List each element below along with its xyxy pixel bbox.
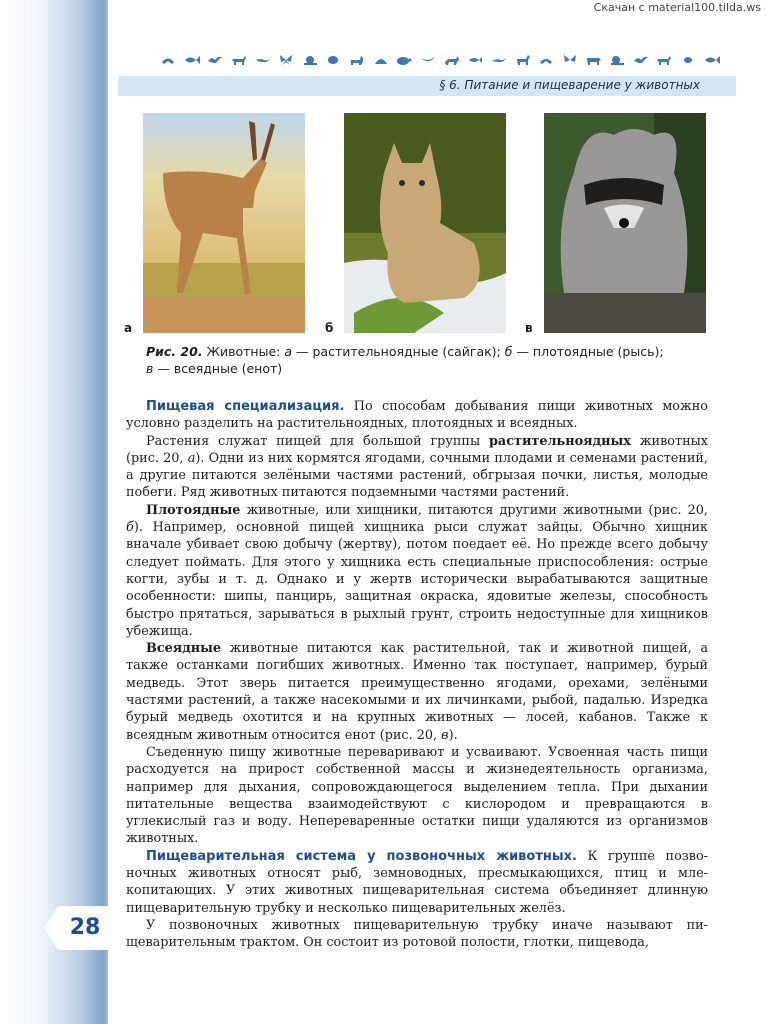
paragraph: [126, 848, 708, 917]
bug-icon: [680, 54, 696, 66]
saiga-photo: [143, 113, 305, 333]
bird-icon: [420, 54, 436, 66]
caption-ref-b: б: [504, 344, 513, 359]
figure-ref: в: [441, 727, 449, 743]
paragraph: [126, 640, 708, 744]
paragraph: [126, 433, 708, 502]
caption-ref-c: в: [146, 361, 154, 376]
paragraph-text: животные питаются как растительной, так и животной пищей, а также останками погибших животных. Именно так поступает, например, бурый медведь. Этот зверь питается преимущественно ягодами, орехами, зелёными частями растений, а также насекомыми и их личинками, рыбой, падалью. Изредка бурый медведь охотится и на крупных животных — лосей, кабанов. Также к всеядным животным относится енот (рис. 20,: [126, 641, 708, 743]
bug-icon: [325, 54, 341, 66]
figure-caption: [146, 343, 706, 377]
paragraph-text: Съеденную пищу животные переваривают и усваивают. Усвоенная часть пищи расходуется на прирост собственной массы и жизнедеятельность организма, например для дыхания, сопровождающегося выделением тепла. При дыхании питательные вещества взаимодействуют с кислородом и превращаются в углекислый газ и воду. Непереваренные остатки пищи удаляются из организмов животных.: [126, 744, 708, 847]
horse-icon: [515, 54, 531, 66]
bird-icon: [633, 54, 649, 66]
paragraph-text: животные, или хищники, питаются другими животными (рис. 20,: [240, 502, 708, 518]
section-heading: Пищевая специализация.: [146, 399, 345, 414]
caption-text: — плотоядные (рысь);: [512, 344, 664, 359]
lizard-icon: [255, 54, 271, 66]
watermark-text: Скачан с material100.tilda.ws: [593, 1, 761, 14]
paragraph-text: По способам добывания пищи животных можно условно разделить на растительноядных, плотоядных и всеядных.: [126, 399, 708, 432]
cat-icon: [349, 54, 365, 66]
page-number: 28: [69, 915, 101, 940]
key-term: Плотоядные: [146, 502, 241, 518]
figure-label: Рис. 20.: [146, 344, 203, 359]
paragraph: [126, 917, 708, 952]
dog-icon: [656, 54, 672, 66]
butterfly-icon: [278, 54, 294, 66]
paragraph: [126, 398, 708, 433]
figure-letter-b: б: [325, 321, 334, 335]
butterfly-icon: [562, 54, 578, 66]
figure-letter-a: а: [124, 321, 133, 335]
caption-ref-a: а: [284, 344, 293, 359]
fish-icon: [467, 54, 483, 66]
figure-ref: б: [126, 520, 134, 536]
snail-icon: [302, 54, 318, 66]
caption-text: Животные:: [202, 344, 285, 359]
raccoon-photo: [544, 113, 706, 333]
figure-ref: а: [187, 450, 196, 466]
snail-icon: [609, 54, 625, 66]
fox-icon: [444, 54, 460, 66]
body-text: [126, 398, 708, 952]
bird-icon: [207, 54, 223, 66]
page-number-tab: [44, 906, 108, 950]
caption-text: — всеядные (енот): [153, 361, 283, 376]
section-heading: Пищеварительная система у позвоночных животных.: [146, 848, 577, 864]
crab-icon: [538, 54, 554, 66]
paragraph-text: ). Например, основной пищей хищника рыси служат зайцы. Обычно хищник вначале убивает свою добычу (жертву), потом поедает её. Но прежде всего добычу следует поймать. Для этого у хищника есть специальные приспособления: острые когти, зубы и т. д. Однако и у жертв исторически вырабатываются защитные особенности: шипы, панцирь, защитная окраска, ядовитые железы, способность быстро прятаться, зарываться в рыхлый грунт, строить недоступные для хищников убежища.: [126, 520, 708, 639]
caption-text: — растительноядные (сайгак);: [292, 344, 505, 359]
fish-icon: [184, 54, 200, 66]
paragraph: [126, 502, 708, 640]
key-term: Всеядные: [146, 641, 222, 657]
paragraph-text: ).: [448, 727, 458, 743]
running-head-bar: [118, 76, 736, 96]
lynx-photo: [344, 113, 506, 333]
paragraph-text: животных (рис. 20,: [126, 433, 708, 466]
paragraph-text: У позвоночных животных пищеварительную трубку иначе называют пищеварительным трактом. Он состоит из ротовой полости, глотки, пищевода,: [126, 917, 708, 951]
frog-icon: [373, 54, 389, 66]
page-side-band: [0, 0, 108, 1024]
paragraph-text: К группе позвоночных животных относят рыб, земноводных, пресмыкающихся, птиц и млекопитающих. У этих животных пищеварительная система объединяет длинную пищеварительную трубку и несколько пищеварительных желёз.: [126, 848, 708, 916]
dog-icon: [231, 54, 247, 66]
figure-letter-c: в: [525, 321, 533, 335]
key-term: растительноядных: [488, 433, 631, 449]
animal-decor-strip: [160, 52, 720, 68]
paragraph: [126, 744, 708, 848]
cow-icon: [586, 54, 602, 66]
paragraph-text: ). Одни из них кормятся ягодами, сочными плодами и семенами растений, а другие питаются зелёными частями растений, обгрызая почки, листья, молодые побеги. Ряд животных питаются подземными частями растений.: [126, 450, 708, 501]
paragraph-text: Растения служат пищей для большой группы: [146, 433, 489, 449]
fish-icon: [704, 54, 720, 66]
running-head: § 6. Питание и пищеварение у животных: [439, 78, 700, 92]
lizard-icon: [491, 54, 507, 66]
crab-icon: [160, 54, 176, 66]
turtle-icon: [396, 54, 412, 66]
